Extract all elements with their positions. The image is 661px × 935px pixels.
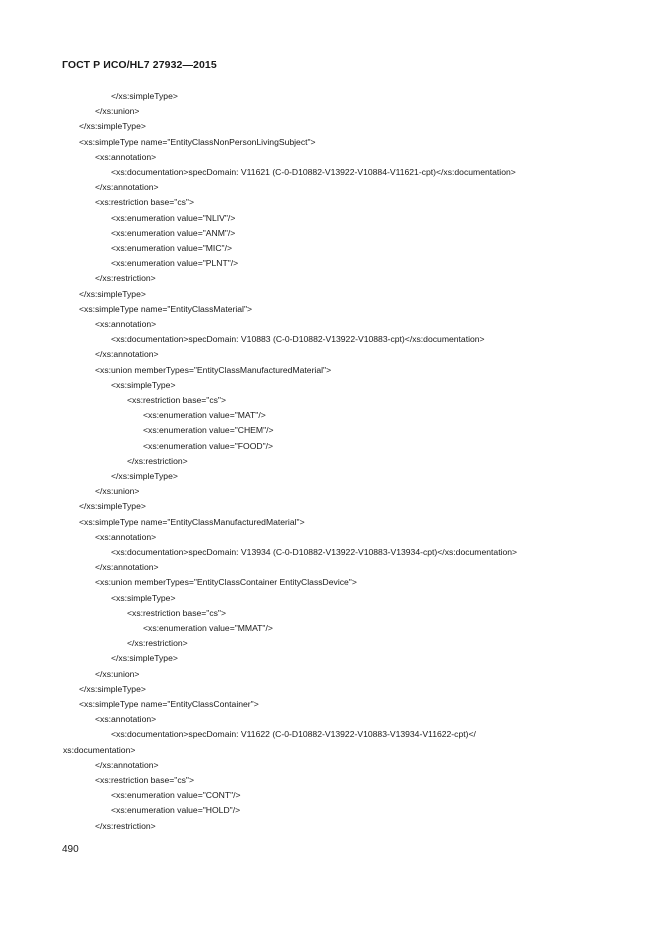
code-line: </xs:simpleType> (79, 683, 146, 694)
code-line: <xs:simpleType name="EntityClassNonPersonLivingSubject"> (79, 136, 316, 147)
code-line: <xs:enumeration value="MAT"/> (143, 410, 266, 421)
code-line: <xs:documentation>specDomain: V11622 (C-0-D10882-V13922-V10883-V13934-V11622-cpt)</ (111, 729, 476, 740)
code-line: <xs:simpleType name="EntityClassMaterial"> (79, 303, 253, 314)
code-line: <xs:enumeration value="CONT"/> (111, 790, 241, 801)
code-line: </xs:union> (95, 668, 140, 679)
code-line: </xs:simpleType> (111, 471, 178, 481)
code-line: </xs:annotation> (95, 759, 159, 770)
code-line: <xs:annotation> (95, 319, 157, 329)
code-line: <xs:enumeration value="MMAT"/> (143, 623, 273, 633)
code-line: <xs:union memberTypes="EntityClassContainer EntityClassDevice"> (95, 577, 357, 588)
code-line: </xs:simpleType> (79, 288, 146, 299)
code-line: </xs:restriction> (127, 455, 188, 466)
code-line: <xs:simpleType> (111, 379, 176, 390)
code-line: <xs:documentation>specDomain: V10883 (C-0-D10882-V13922-V10883-cpt)</xs:documentation> (111, 334, 485, 345)
document-header: ГОСТ Р ИСО/HL7 27932—2015 (62, 59, 217, 71)
code-line: </xs:annotation> (95, 182, 159, 193)
code-line: <xs:simpleType name="EntityClassContainer"> (79, 699, 259, 709)
code-line: xs:documentation> (63, 744, 136, 755)
code-line: <xs:restriction base="cs"> (127, 607, 227, 618)
code-line: <xs:restriction base="cs"> (95, 197, 195, 208)
code-line: <xs:annotation> (95, 151, 157, 162)
code-line: <xs:documentation>specDomain: V13934 (C-0-D10882-V13922-V10883-V13934-cpt)</xs:documentation> (111, 547, 518, 557)
code-line: <xs:documentation>specDomain: V11621 (C-0-D10882-V13922-V10884-V11621-cpt)</xs:documentation> (111, 167, 516, 177)
code-line: <xs:enumeration value="HOLD"/> (111, 805, 241, 816)
code-line: </xs:annotation> (95, 349, 159, 360)
code-line: <xs:union memberTypes="EntityClassManufacturedMaterial"> (95, 364, 332, 375)
code-line: <xs:enumeration value="NLIV"/> (111, 212, 236, 223)
code-line: <xs:annotation> (95, 714, 157, 725)
code-line: <xs:enumeration value="FOOD"/> (143, 440, 274, 451)
code-line: </xs:simpleType> (111, 653, 178, 664)
code-line: </xs:simpleType> (79, 501, 146, 512)
page-number: 490 (62, 844, 79, 855)
code-line: <xs:restriction base="cs"> (127, 395, 227, 405)
code-line: </xs:simpleType> (79, 121, 146, 132)
code-line: </xs:union> (95, 106, 140, 117)
code-line: <xs:restriction base="cs"> (95, 775, 195, 785)
code-line: </xs:simpleType> (111, 91, 178, 101)
code-line: </xs:restriction> (95, 273, 156, 284)
code-line: </xs:restriction> (127, 638, 188, 649)
code-line: <xs:annotation> (95, 531, 157, 542)
code-line: <xs:enumeration value="CHEM"/> (143, 425, 274, 436)
code-line: </xs:restriction> (95, 820, 156, 831)
code-line: <xs:simpleType name="EntityClassManufacturedMaterial"> (79, 516, 305, 527)
code-line: </xs:annotation> (95, 562, 159, 573)
code-line: <xs:enumeration value="PLNT"/> (111, 258, 239, 269)
code-line: <xs:enumeration value="MIC"/> (111, 243, 232, 253)
code-line: <xs:enumeration value="ANM"/> (111, 227, 236, 238)
code-line: <xs:simpleType> (111, 592, 176, 603)
code-line: </xs:union> (95, 486, 140, 497)
